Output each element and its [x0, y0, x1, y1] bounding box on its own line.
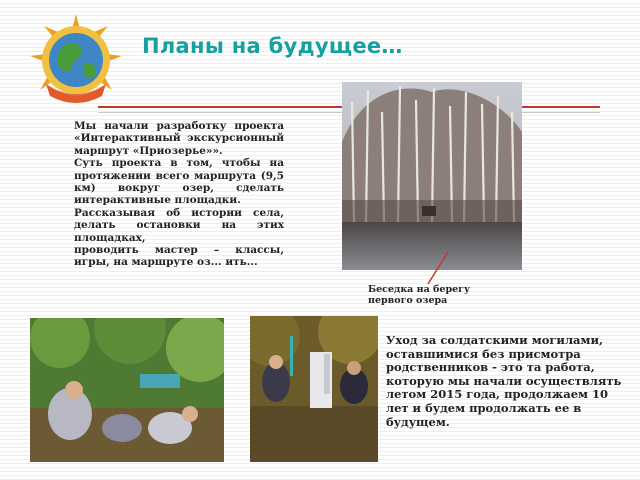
caption-pointer-line	[420, 250, 450, 286]
soldier-graves-photo	[250, 316, 378, 462]
volunteers-cleaning-photo	[30, 318, 224, 462]
lake-photo-caption: Беседка на берегу первого озера	[368, 284, 471, 306]
lake-gazebo-photo	[342, 82, 522, 270]
project-paragraph-3: Рассказывая об истории села, делать остановки на этих площадках,	[74, 206, 284, 244]
project-paragraph-1: Мы начали разработку проекта «Интерактивный экскурсионный маршрут «Приозерье»».	[74, 120, 284, 157]
graves-care-text: Уход за солдатскими могилами, оставшимися без присмотра родственников - это та работа, которую мы начали осуществлять летом 2015 года, продолжаем 10 лет и будем продолжать ее в будущем.	[386, 333, 622, 429]
slide-title: Планы на будущее…	[142, 34, 403, 58]
globe-logo-icon	[28, 12, 124, 112]
project-description	[74, 120, 284, 269]
project-paragraph-2: Суть проекта в том, чтобы на протяжении всего маршрута (9,5 км) вокруг озер, сделать интерактивные площадки.	[74, 157, 284, 207]
project-paragraph-4: проводить мастер – классы, игры, на маршруте оз... ить...	[74, 244, 284, 269]
